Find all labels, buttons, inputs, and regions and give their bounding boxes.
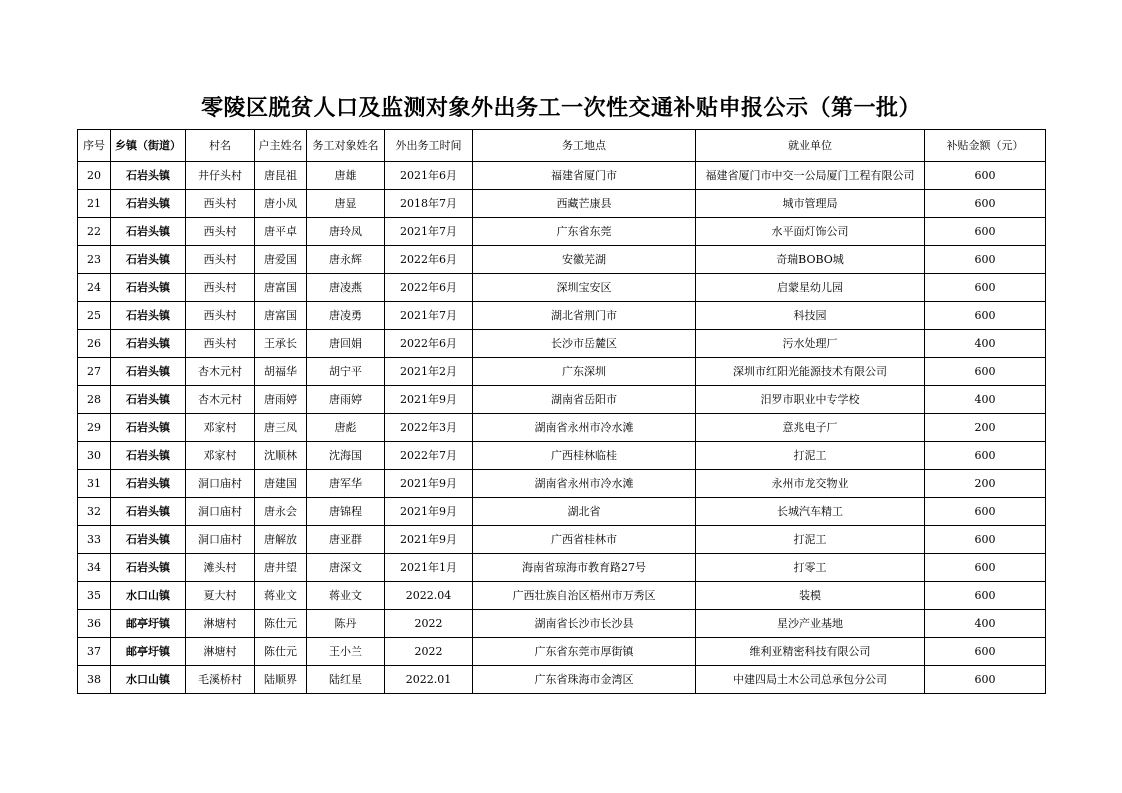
householder-cell: 唐永会 xyxy=(255,498,307,526)
subsidy-cell: 600 xyxy=(925,638,1046,666)
work-place-cell: 广西省桂林市 xyxy=(473,526,696,554)
work-place-cell: 安徽芜湖 xyxy=(473,246,696,274)
work-time-cell: 2022.04 xyxy=(385,582,473,610)
work-place-cell: 湖南省永州市冷水滩 xyxy=(473,470,696,498)
seq-cell: 32 xyxy=(78,498,111,526)
work-place-cell: 长沙市岳麓区 xyxy=(473,330,696,358)
town-cell: 石岩头镇 xyxy=(111,526,186,554)
table-row xyxy=(78,442,1046,470)
householder-cell: 蒋业文 xyxy=(255,582,307,610)
seq-cell: 38 xyxy=(78,666,111,694)
work-time-cell: 2018年7月 xyxy=(385,190,473,218)
town-cell: 石岩头镇 xyxy=(111,554,186,582)
seq-cell: 21 xyxy=(78,190,111,218)
village-cell: 邓家村 xyxy=(186,414,255,442)
town-cell: 石岩头镇 xyxy=(111,414,186,442)
town-cell: 水口山镇 xyxy=(111,666,186,694)
town-cell: 石岩头镇 xyxy=(111,274,186,302)
work-time-cell: 2022年3月 xyxy=(385,414,473,442)
town-cell: 石岩头镇 xyxy=(111,386,186,414)
householder-cell: 唐爱国 xyxy=(255,246,307,274)
worker-name-cell: 王小兰 xyxy=(307,638,385,666)
village-cell: 井仔头村 xyxy=(186,162,255,190)
employer-cell: 长城汽车精工 xyxy=(696,498,925,526)
worker-name-cell: 唐彪 xyxy=(307,414,385,442)
work-time-cell: 2021年9月 xyxy=(385,526,473,554)
work-time-cell: 2022年7月 xyxy=(385,442,473,470)
subsidy-cell: 600 xyxy=(925,442,1046,470)
table-row xyxy=(78,666,1046,694)
work-time-cell: 2021年9月 xyxy=(385,470,473,498)
work-place-cell: 湖北省 xyxy=(473,498,696,526)
householder-cell: 唐小凤 xyxy=(255,190,307,218)
village-cell: 西头村 xyxy=(186,302,255,330)
householder-cell: 陈仕元 xyxy=(255,610,307,638)
village-cell: 西头村 xyxy=(186,274,255,302)
worker-name-cell: 沈海国 xyxy=(307,442,385,470)
village-cell: 洞口庙村 xyxy=(186,526,255,554)
subsidy-cell: 600 xyxy=(925,582,1046,610)
subsidy-cell: 600 xyxy=(925,274,1046,302)
town-cell: 石岩头镇 xyxy=(111,218,186,246)
header-seq: 序号 xyxy=(78,130,111,162)
work-place-cell: 西藏芒康县 xyxy=(473,190,696,218)
village-cell: 西头村 xyxy=(186,218,255,246)
table-row xyxy=(78,386,1046,414)
table-row xyxy=(78,638,1046,666)
seq-cell: 36 xyxy=(78,610,111,638)
seq-cell: 27 xyxy=(78,358,111,386)
header-work-place: 务工地点 xyxy=(473,130,696,162)
employer-cell: 城市管理局 xyxy=(696,190,925,218)
work-place-cell: 福建省厦门市 xyxy=(473,162,696,190)
work-place-cell: 广东省东莞 xyxy=(473,218,696,246)
subsidy-cell: 600 xyxy=(925,302,1046,330)
seq-cell: 30 xyxy=(78,442,111,470)
work-place-cell: 湖南省长沙市长沙县 xyxy=(473,610,696,638)
town-cell: 石岩头镇 xyxy=(111,246,186,274)
header-employer: 就业单位 xyxy=(696,130,925,162)
householder-cell: 唐富国 xyxy=(255,302,307,330)
seq-cell: 31 xyxy=(78,470,111,498)
subsidy-cell: 600 xyxy=(925,190,1046,218)
work-time-cell: 2022.01 xyxy=(385,666,473,694)
work-place-cell: 深圳宝安区 xyxy=(473,274,696,302)
worker-name-cell: 唐回娟 xyxy=(307,330,385,358)
seq-cell: 33 xyxy=(78,526,111,554)
seq-cell: 35 xyxy=(78,582,111,610)
header-row xyxy=(78,130,1046,162)
seq-cell: 20 xyxy=(78,162,111,190)
worker-name-cell: 唐凌勇 xyxy=(307,302,385,330)
town-cell: 石岩头镇 xyxy=(111,190,186,218)
worker-name-cell: 唐永辉 xyxy=(307,246,385,274)
town-cell: 石岩头镇 xyxy=(111,330,186,358)
subsidy-cell: 200 xyxy=(925,414,1046,442)
employer-cell: 水平面灯饰公司 xyxy=(696,218,925,246)
householder-cell: 唐富国 xyxy=(255,274,307,302)
work-time-cell: 2022年6月 xyxy=(385,330,473,358)
employer-cell: 中建四局土木公司总承包分公司 xyxy=(696,666,925,694)
town-cell: 水口山镇 xyxy=(111,582,186,610)
village-cell: 夏大村 xyxy=(186,582,255,610)
subsidy-cell: 600 xyxy=(925,554,1046,582)
table-row xyxy=(78,470,1046,498)
table-row xyxy=(78,190,1046,218)
subsidy-cell: 400 xyxy=(925,610,1046,638)
subsidy-cell: 600 xyxy=(925,162,1046,190)
work-time-cell: 2021年1月 xyxy=(385,554,473,582)
work-time-cell: 2022 xyxy=(385,610,473,638)
table-row xyxy=(78,358,1046,386)
town-cell: 石岩头镇 xyxy=(111,442,186,470)
subsidy-cell: 600 xyxy=(925,246,1046,274)
subsidy-cell: 200 xyxy=(925,470,1046,498)
work-place-cell: 广东深圳 xyxy=(473,358,696,386)
subsidy-cell: 600 xyxy=(925,498,1046,526)
subsidy-cell: 400 xyxy=(925,330,1046,358)
worker-name-cell: 唐显 xyxy=(307,190,385,218)
work-time-cell: 2021年7月 xyxy=(385,302,473,330)
householder-cell: 胡福华 xyxy=(255,358,307,386)
worker-name-cell: 唐深文 xyxy=(307,554,385,582)
town-cell: 石岩头镇 xyxy=(111,470,186,498)
work-place-cell: 湖南省永州市冷水滩 xyxy=(473,414,696,442)
householder-cell: 唐昆祖 xyxy=(255,162,307,190)
seq-cell: 34 xyxy=(78,554,111,582)
village-cell: 毛溪桥村 xyxy=(186,666,255,694)
work-time-cell: 2022 xyxy=(385,638,473,666)
householder-cell: 唐解放 xyxy=(255,526,307,554)
town-cell: 石岩头镇 xyxy=(111,162,186,190)
village-cell: 邓家村 xyxy=(186,442,255,470)
work-time-cell: 2021年7月 xyxy=(385,218,473,246)
work-time-cell: 2022年6月 xyxy=(385,246,473,274)
subsidy-table xyxy=(77,129,1046,694)
employer-cell: 打泥工 xyxy=(696,442,925,470)
town-cell: 石岩头镇 xyxy=(111,358,186,386)
worker-name-cell: 蒋业文 xyxy=(307,582,385,610)
employer-cell: 福建省厦门市中交一公局厦门工程有限公司 xyxy=(696,162,925,190)
header-town: 乡镇（街道） xyxy=(111,130,186,162)
table-row xyxy=(78,554,1046,582)
householder-cell: 王承长 xyxy=(255,330,307,358)
worker-name-cell: 唐雨婷 xyxy=(307,386,385,414)
header-village: 村名 xyxy=(186,130,255,162)
subsidy-cell: 600 xyxy=(925,526,1046,554)
village-cell: 洞口庙村 xyxy=(186,498,255,526)
householder-cell: 唐雨婷 xyxy=(255,386,307,414)
worker-name-cell: 唐凌燕 xyxy=(307,274,385,302)
worker-name-cell: 胡宁平 xyxy=(307,358,385,386)
table-row xyxy=(78,582,1046,610)
employer-cell: 永州市龙交物业 xyxy=(696,470,925,498)
householder-cell: 陈仕元 xyxy=(255,638,307,666)
seq-cell: 29 xyxy=(78,414,111,442)
town-cell: 石岩头镇 xyxy=(111,498,186,526)
worker-name-cell: 唐军华 xyxy=(307,470,385,498)
work-place-cell: 广西桂林临桂 xyxy=(473,442,696,470)
householder-cell: 唐井望 xyxy=(255,554,307,582)
village-cell: 淋塘村 xyxy=(186,610,255,638)
employer-cell: 奇瑞BOBO城 xyxy=(696,246,925,274)
worker-name-cell: 唐雄 xyxy=(307,162,385,190)
table-row xyxy=(78,218,1046,246)
employer-cell: 装模 xyxy=(696,582,925,610)
work-place-cell: 广西壮族自治区梧州市万秀区 xyxy=(473,582,696,610)
village-cell: 洞口庙村 xyxy=(186,470,255,498)
employer-cell: 科技园 xyxy=(696,302,925,330)
table-body xyxy=(78,162,1046,694)
work-place-cell: 广东省东莞市厚街镇 xyxy=(473,638,696,666)
village-cell: 西头村 xyxy=(186,190,255,218)
town-cell: 石岩头镇 xyxy=(111,302,186,330)
village-cell: 西头村 xyxy=(186,246,255,274)
seq-cell: 23 xyxy=(78,246,111,274)
householder-cell: 唐平卓 xyxy=(255,218,307,246)
village-cell: 杏木元村 xyxy=(186,386,255,414)
table-row xyxy=(78,162,1046,190)
village-cell: 滩头村 xyxy=(186,554,255,582)
work-place-cell: 湖北省荆门市 xyxy=(473,302,696,330)
worker-name-cell: 唐亚群 xyxy=(307,526,385,554)
header-subsidy: 补贴金额（元） xyxy=(925,130,1046,162)
table-row xyxy=(78,610,1046,638)
village-cell: 淋塘村 xyxy=(186,638,255,666)
header-work-time: 外出务工时间 xyxy=(385,130,473,162)
town-cell: 邮亭圩镇 xyxy=(111,610,186,638)
work-time-cell: 2021年9月 xyxy=(385,386,473,414)
work-place-cell: 海南省琼海市教育路27号 xyxy=(473,554,696,582)
table-row xyxy=(78,274,1046,302)
work-time-cell: 2021年9月 xyxy=(385,498,473,526)
village-cell: 杏木元村 xyxy=(186,358,255,386)
worker-name-cell: 陆红星 xyxy=(307,666,385,694)
householder-cell: 陆顺界 xyxy=(255,666,307,694)
header-householder: 户主姓名 xyxy=(255,130,307,162)
subsidy-cell: 600 xyxy=(925,358,1046,386)
subsidy-cell: 600 xyxy=(925,218,1046,246)
subsidy-cell: 600 xyxy=(925,666,1046,694)
seq-cell: 22 xyxy=(78,218,111,246)
householder-cell: 唐建国 xyxy=(255,470,307,498)
village-cell: 西头村 xyxy=(186,330,255,358)
table-row xyxy=(78,498,1046,526)
work-place-cell: 广东省珠海市金湾区 xyxy=(473,666,696,694)
employer-cell: 打泥工 xyxy=(696,526,925,554)
employer-cell: 深圳市红阳光能源技术有限公司 xyxy=(696,358,925,386)
work-time-cell: 2021年6月 xyxy=(385,162,473,190)
work-time-cell: 2022年6月 xyxy=(385,274,473,302)
worker-name-cell: 唐锦程 xyxy=(307,498,385,526)
table-row xyxy=(78,526,1046,554)
employer-cell: 星沙产业基地 xyxy=(696,610,925,638)
worker-name-cell: 陈丹 xyxy=(307,610,385,638)
seq-cell: 28 xyxy=(78,386,111,414)
employer-cell: 意兆电子厂 xyxy=(696,414,925,442)
employer-cell: 打零工 xyxy=(696,554,925,582)
subsidy-cell: 400 xyxy=(925,386,1046,414)
work-place-cell: 湖南省岳阳市 xyxy=(473,386,696,414)
table-row xyxy=(78,330,1046,358)
town-cell: 邮亭圩镇 xyxy=(111,638,186,666)
seq-cell: 26 xyxy=(78,330,111,358)
worker-name-cell: 唐玲凤 xyxy=(307,218,385,246)
seq-cell: 37 xyxy=(78,638,111,666)
employer-cell: 维利亚精密科技有限公司 xyxy=(696,638,925,666)
seq-cell: 25 xyxy=(78,302,111,330)
work-time-cell: 2021年2月 xyxy=(385,358,473,386)
seq-cell: 24 xyxy=(78,274,111,302)
employer-cell: 汨罗市职业中专学校 xyxy=(696,386,925,414)
employer-cell: 启蒙星幼儿园 xyxy=(696,274,925,302)
householder-cell: 唐三凤 xyxy=(255,414,307,442)
table-row xyxy=(78,414,1046,442)
householder-cell: 沈顺林 xyxy=(255,442,307,470)
employer-cell: 污水处理厂 xyxy=(696,330,925,358)
header-worker-name: 务工对象姓名 xyxy=(307,130,385,162)
table-row xyxy=(78,302,1046,330)
page-title: 零陵区脱贫人口及监测对象外出务工一次性交通补贴申报公示（第一批） xyxy=(200,96,921,121)
table-row xyxy=(78,246,1046,274)
